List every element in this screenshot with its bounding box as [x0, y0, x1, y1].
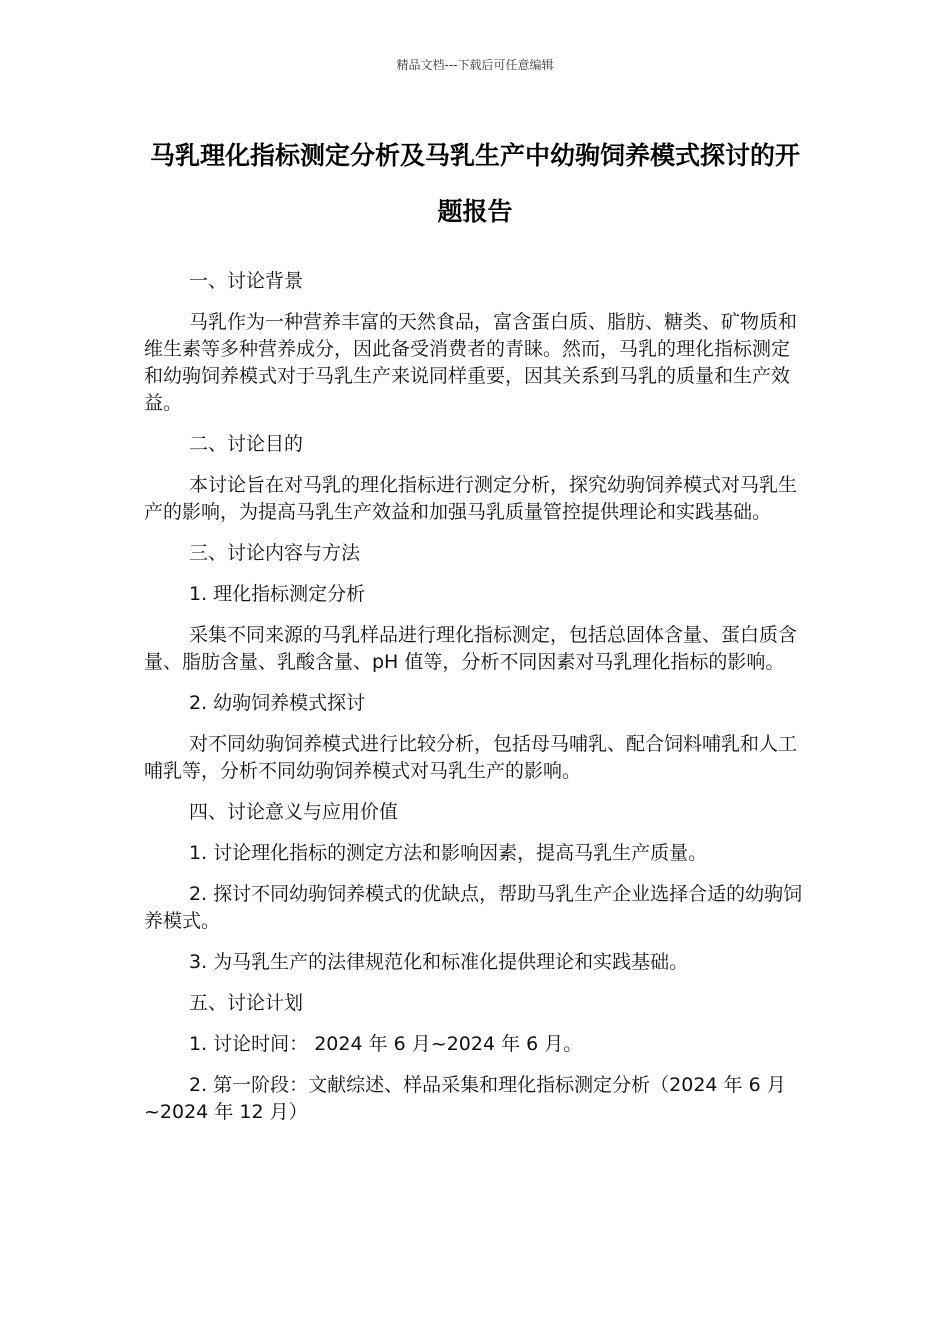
subheading-index-analysis: 1. 理化指标测定分析 [189, 583, 366, 605]
section-heading-background: 一、讨论背景 [189, 270, 304, 292]
list-item-significance-3: 3. 为马乳生产的法律规范化和标准化提供理论和实践基础。 [189, 951, 689, 973]
list-item-plan-2: 2. 第一阶段：文献综述、样品采集和理化指标测定分析（2024 年 6 月~2024 年 12 月） [144, 1074, 786, 1123]
paragraph-index-analysis: 采集不同来源的马乳样品进行理化指标测定，包括总固体含量、蛋白质含量、脂肪含量、乳酸含量、pH 值等，分析不同因素对马乳理化指标的影响。 [144, 624, 798, 673]
list-item-plan-1: 1. 讨论时间： 2024 年 6 月~2024 年 6 月。 [189, 1033, 583, 1055]
list-item-significance-2: 2. 探讨不同幼驹饲养模式的优缺点，帮助马乳生产企业选择合适的幼驹饲养模式。 [144, 883, 803, 932]
paragraph-background: 马乳作为一种营养丰富的天然食品，富含蛋白质、脂肪、糖类、矿物质和维生素等多种营养成分，因此备受消费者的青睐。然而，马乳的理化指标测定和幼驹饲养模式对于马乳生产来说同样重要，因其关系到马乳的质量和生产效益。 [144, 311, 798, 414]
list-item-significance-1: 1. 讨论理化指标的测定方法和影响因素，提高马乳生产质量。 [189, 842, 708, 864]
paragraph-purpose: 本讨论旨在对马乳的理化指标进行测定分析，探究幼驹饲养模式对马乳生产的影响，为提高马乳生产效益和加强马乳质量管控提供理论和实践基础。 [144, 474, 798, 523]
section-heading-content-methods: 三、讨论内容与方法 [189, 542, 361, 564]
section-heading-plan: 五、讨论计划 [189, 992, 304, 1014]
document-body [144, 268, 806, 1140]
section-heading-purpose: 二、讨论目的 [189, 433, 304, 455]
subheading-feeding-mode: 2. 幼驹饲养模式探讨 [189, 692, 366, 714]
page-header: 精品文档---下载后可任意编辑 [396, 58, 554, 72]
document-title: 马乳理化指标测定分析及马乳生产中幼驹饲养模式探讨的开题报告 [149, 141, 800, 226]
section-heading-significance: 四、讨论意义与应用价值 [189, 801, 399, 823]
paragraph-feeding-mode: 对不同幼驹饲养模式进行比较分析，包括母马哺乳、配合饲料哺乳和人工哺乳等，分析不同幼驹饲养模式对马乳生产的影响。 [144, 733, 798, 782]
